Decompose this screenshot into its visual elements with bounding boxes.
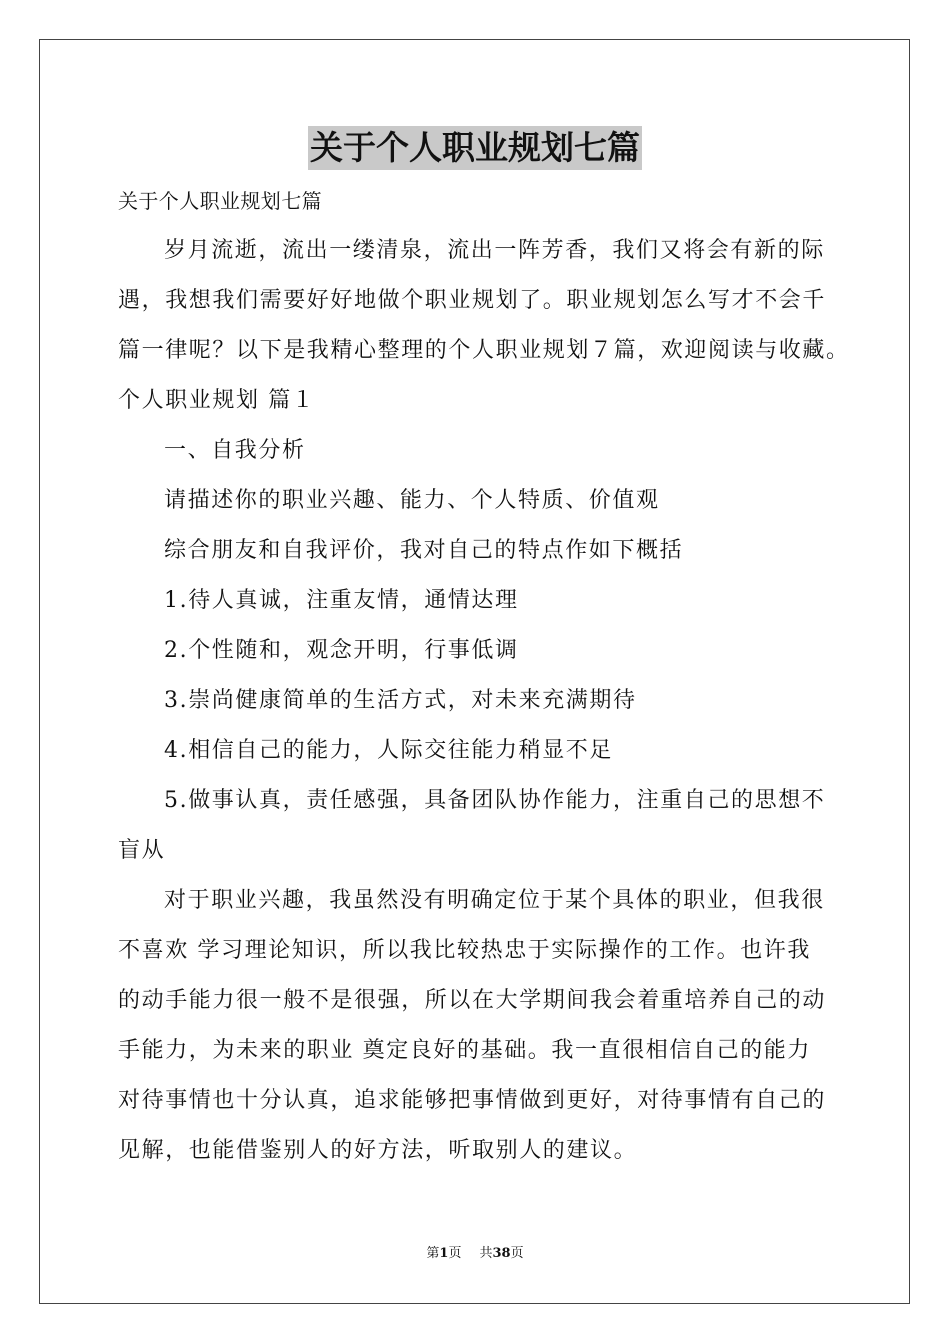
document-title: 关于个人职业规划七篇 (308, 126, 642, 170)
text-line: 不喜欢 学习理论知识，所以我比较热忠于实际操作的工作。也许我 (118, 938, 811, 963)
text-line: 篇一律呢？以下是我精心整理的个人职业规划７篇，欢迎阅读与收藏。 (118, 338, 850, 363)
text-line: 5.做事认真，责任感强，具备团队协作能力，注重自己的思想不 (164, 788, 826, 813)
title-area (0, 126, 950, 170)
text-line: 盲从 (118, 838, 166, 863)
text-line: 4.相信自己的能力，人际交往能力稍显不足 (164, 738, 613, 763)
total-pages: 38 (492, 1246, 511, 1261)
text-line: 对待事情也十分认真，追求能够把事情做到更好，对待事情有自己的 (118, 1088, 827, 1113)
text-line: 岁月流逝，流出一缕清泉，流出一阵芳香，我们又将会有新的际 (164, 238, 825, 263)
page-number: 1 (439, 1246, 449, 1261)
text-line: 遇，我想我们需要好好地做个职业规划了。职业规划怎么写才不会千 (118, 288, 827, 313)
document-body (118, 176, 848, 1176)
page-footer (0, 1244, 950, 1264)
total-prefix: 共 (479, 1246, 493, 1261)
text-line: 对于职业兴趣，我虽然没有明确定位于某个具体的职业，但我很 (164, 888, 825, 913)
text-line: 3.崇尚健康简单的生活方式，对未来充满期待 (164, 688, 637, 713)
document-subtitle: 关于个人职业规划七篇 (118, 189, 322, 213)
text-line: 的动手能力很一般不是很强，所以在大学期间我会着重培养自己的动 (118, 988, 827, 1013)
text-line: 请描述你的职业兴趣、能力、个人特质、价值观 (164, 488, 660, 513)
page-prefix: 第 (426, 1246, 440, 1261)
text-line: 见解，也能借鉴别人的好方法，听取别人的建议。 (118, 1138, 638, 1163)
total-suffix: 页 (510, 1246, 524, 1261)
text-line: 2.个性随和，观念开明，行事低调 (164, 638, 519, 663)
text-line: 一、自我分析 (164, 438, 306, 463)
text-line: 综合朋友和自我评价，我对自己的特点作如下概括 (164, 538, 684, 563)
text-line: 手能力，为未来的职业 奠定良好的基础。我一直很相信自己的能力 (118, 1038, 811, 1063)
text-line: 1.待人真诚，注重友情，通情达理 (164, 588, 519, 613)
page-suffix: 页 (448, 1246, 462, 1261)
section-heading: 个人职业规划 篇１ (118, 388, 316, 413)
